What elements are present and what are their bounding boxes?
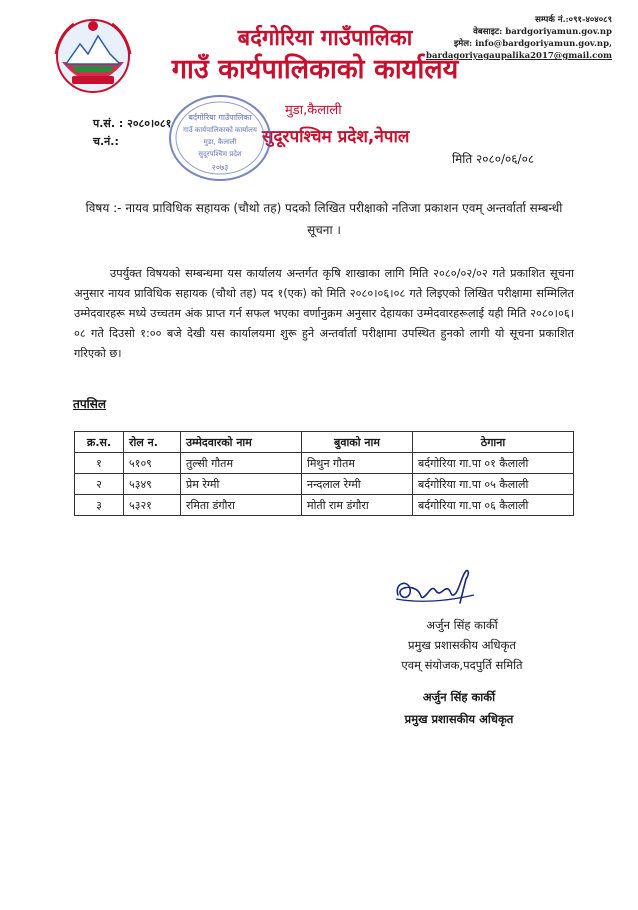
email-link[interactable]: इमेल: info@bardgoriyamun.gov.np, (453, 39, 612, 49)
cell-father: मिथुन गौतम (302, 453, 413, 474)
header-roll: रोल न. (124, 432, 181, 453)
cell-serial: ३ (75, 495, 124, 516)
cell-roll: ५३२१ (124, 495, 181, 516)
notice-body (74, 264, 574, 364)
cell-address: बर्दगोरिया गा.पा ०१ कैलाली (413, 453, 574, 474)
stamp-line3: मुडा, कैलाली (203, 138, 237, 146)
office-place: मुडा,कैलाली (285, 103, 342, 118)
table-row (75, 453, 574, 474)
header-father: बुवाको नाम (302, 432, 413, 453)
phone-number: सम्पर्क नं.:०९१-४०४०८९ (535, 15, 612, 25)
cell-serial: २ (75, 474, 124, 495)
letter-number: प.सं. : २०८०।०८१ (93, 117, 172, 130)
signatory-name: अर्जुन सिंह कार्की (426, 618, 498, 632)
subject-line: विषय :- नायव प्राविधिक सहायक (चौथो तह) पदको लिखित परीक्षाको नतिजा प्रकाशन एवम् अन्तर्वार्ता सम्बन्धी सूचना । (85, 201, 563, 237)
cell-address: बर्दगोरिया गा.पा ०५ कैलाली (413, 474, 574, 495)
cell-father: नन्दलाल रेग्मी (302, 474, 413, 495)
header-candidate: उम्मेदवारको नाम (181, 432, 302, 453)
name-stamp (384, 686, 534, 730)
office-province: सुदूरपश्चिम प्रदेश,नेपाल (262, 127, 410, 147)
cell-address: बर्दगोरिया गा.पा ०६ कैलाली (413, 495, 574, 516)
stamp-designation: प्रमुख प्रशासकीय अधिकृत (404, 712, 514, 726)
table-row (75, 495, 574, 516)
stamp-line4: सुदूरपश्चिम प्रदेश (198, 150, 242, 158)
stamp-line1: बर्दगोरिया गाउँपालिका (188, 113, 252, 122)
header-address: ठेगाना (413, 432, 574, 453)
notice-paragraph: उपर्युक्त विषयको सम्बन्धमा यस कार्यालय अन्तर्गत कृषि शाखाका लागि मिति २०८०/०२/०२ गते प्रकाशित सूचना अनुसार नायव प्राविधिक सहायक (चौथो तह) पद १(एक) को मिति २०८०।०६।०८ गते लिइएको लिखित परीक्षामा सम्मिलित उम्मेदवारहरू मध्ये उच्चतम अंक प्राप्त गर्न सफल भएका वर्णानुक्रम अनुसार देहायका उम्मेदवारहरूलाई यही मिति २०८०।०६।०८ गते दिउसो १:०० बजे देखी यस कार्यालयमा शुरू हुने अन्तर्वार्ता परीक्षामा उपस्थित हुनको लागी यो सूचना प्रकाशित गरिएको छ। (74, 267, 574, 360)
annex-title: तपसिल (73, 397, 107, 411)
header-serial: क्र.स. (75, 432, 124, 453)
stamp-name: अर्जुन सिंह कार्की (422, 690, 496, 704)
cell-roll: ५१०९ (124, 453, 181, 474)
cell-roll: ५३४९ (124, 474, 181, 495)
nepal-emblem-icon (52, 14, 134, 96)
stamp-line2: गाउँ कार्यपालिकाको कार्यालय (183, 126, 257, 134)
cell-candidate: तुल्सी गौतम (181, 453, 302, 474)
signatory-block (372, 615, 552, 675)
office-name: बर्दगोरिया गाउँपालिका (237, 26, 413, 51)
handwritten-signature (390, 565, 480, 607)
dispatch-number: च.नं.: (93, 135, 119, 148)
signatory-committee-role: एवम् संयोजक,पदपुर्ति समिति (401, 658, 523, 672)
table-row (75, 474, 574, 495)
cell-father: मोती राम डंगौरा (302, 495, 413, 516)
results-table (74, 431, 574, 516)
stamp-year: २०७३ (211, 163, 229, 172)
email-alt-link[interactable]: bardagoriyagaupalika2017@gmail.com (426, 51, 612, 61)
website-link[interactable]: वेबसाइट: bardgoriyamun.gov.np (473, 27, 612, 37)
contact-block (426, 14, 612, 62)
office-title: गाउँ कार्यपालिकाको कार्यालय (171, 54, 459, 85)
table-header-row (75, 432, 574, 453)
cell-candidate: प्रेम रेग्मी (181, 474, 302, 495)
cell-candidate: रमिता डंगौरा (181, 495, 302, 516)
cell-serial: १ (75, 453, 124, 474)
letter-date: मिति २०८०/०६/०८ (452, 152, 535, 166)
signatory-designation: प्रमुख प्रशासकीय अधिकृत (408, 638, 516, 652)
office-stamp (165, 90, 275, 186)
